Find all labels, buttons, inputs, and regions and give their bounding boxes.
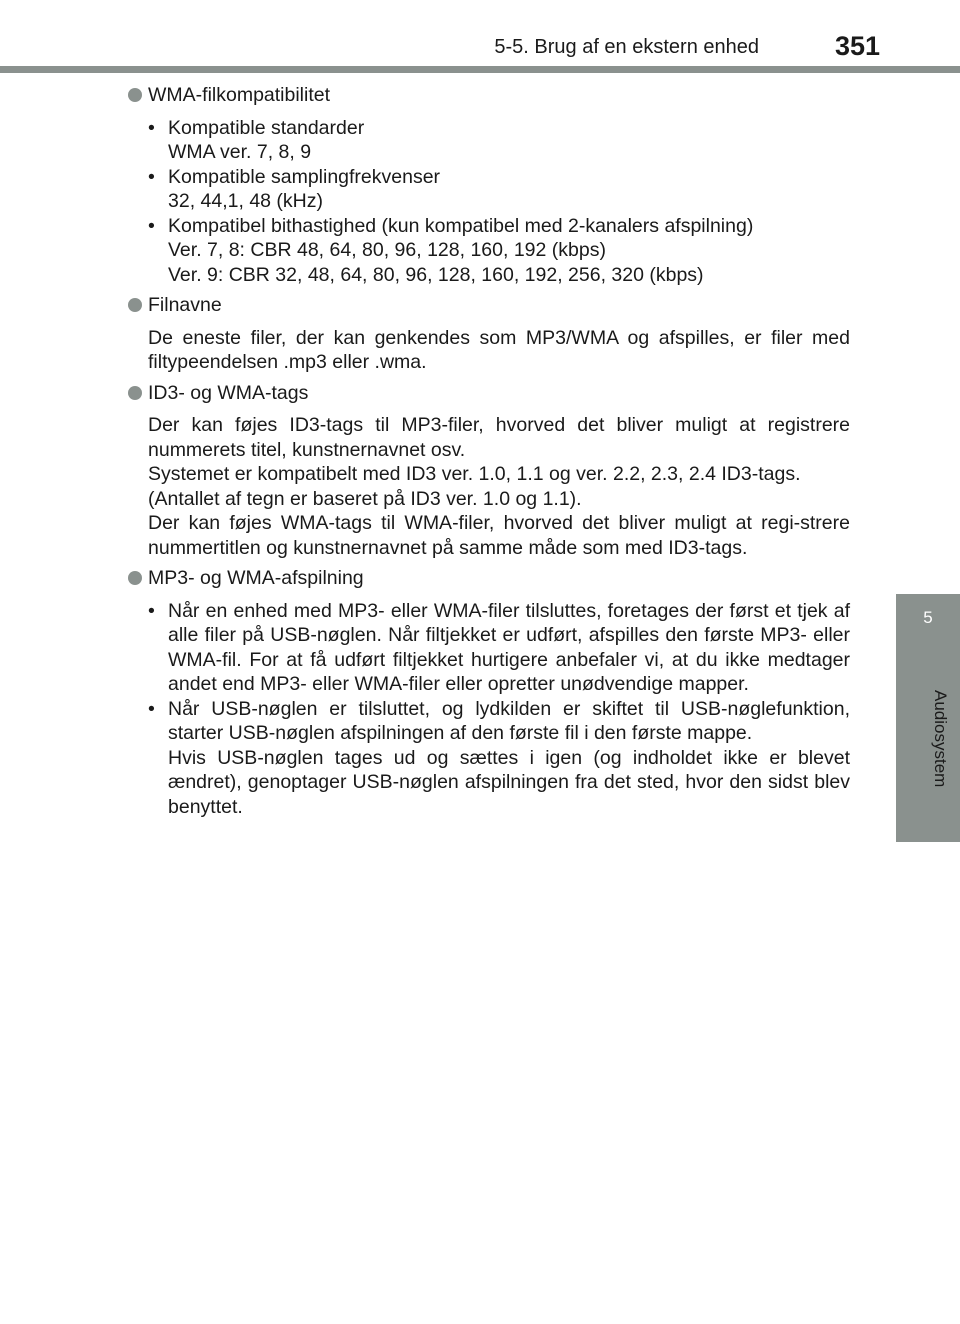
header-rule: [0, 66, 960, 73]
list-item: • Kompatible samplingfrekvenser 32, 44,1, 48 (kHz): [148, 165, 441, 212]
bullet-icon: •: [148, 599, 155, 622]
paragraph: Systemet er kompatibelt med ID3 ver. 1.0, 1.1 og ver. 2.2, 2.3, 2.4 ID3-tags.: [148, 463, 801, 485]
section-filenames: [128, 293, 850, 375]
section-heading: Filnavne: [128, 293, 850, 318]
paragraph: Der kan føjes ID3-tags til MP3-filer, hvorved det bliver muligt at registrere nummerets titel, kunstnernavnet osv.: [148, 414, 850, 461]
bullet-dot-icon: [128, 571, 142, 585]
bullet-dot-icon: [128, 88, 142, 102]
section-playback: [128, 566, 850, 819]
chapter-label: Audiosystem: [931, 690, 950, 788]
list-item: • Når en enhed med MP3- eller WMA-filer tilsluttes, foretages der først et tjek af alle filer på USB-nøglen. Når filtjekket er udført, afspilles den første MP3- eller WMA-fil. For at få udført filtjekket hurtigere anbefaler vi, at du ikke medtager andet end MP3- eller WMA-filer eller opretter unødvendige mapper.: [148, 599, 850, 695]
page-content: [128, 83, 850, 825]
paragraph: De eneste filer, der kan genkendes som MP3/WMA og afspilles, er filer med filtypeendelsen .mp3 eller .wma.: [148, 326, 850, 373]
bullet-list: [148, 116, 850, 288]
bullet-icon: •: [148, 214, 155, 237]
bullet-list: [148, 599, 850, 820]
section-tags: [128, 381, 850, 561]
bullet-icon: •: [148, 116, 155, 139]
bullet-icon: •: [148, 165, 155, 188]
section-title: 5-5. Brug af en ekstern enhed: [494, 36, 759, 58]
bullet-dot-icon: [128, 386, 142, 400]
list-item: • Når USB-nøglen er tilsluttet, og lydkilden er skiftet til USB-nøglefunktion, starter USB-nøglen afspilningen af den første fil i den første mappe. Hvis USB-nøglen tages ud og sættes i igen (og indholdet ikke er blevet ændret), genoptager USB-nøglen afspilningen fra det sted, hvor den sidst blev benyttet.: [148, 697, 850, 818]
section-heading: MP3- og WMA-afspilning: [128, 566, 850, 591]
bullet-icon: •: [148, 697, 155, 720]
bullet-dot-icon: [128, 298, 142, 312]
list-item: • Kompatibel bithastighed (kun kompatibel med 2-kanalers afspilning) Ver. 7, 8: CBR 48, 64, 80, 96, 128, 160, 192 (kbps) Ver. 9: CBR 32, 48, 64, 80, 96, 128, 160, 192, 256, 320 (kbps): [148, 214, 754, 286]
page-number: 351: [834, 31, 880, 61]
paragraph: Der kan føjes WMA-tags til WMA-filer, hvorved det bliver muligt at regi-strere nummertitlen og kunstnernavnet på samme måde som med ID3-tags.: [148, 512, 850, 559]
chapter-number: 5: [923, 608, 933, 627]
section-wma: [128, 83, 850, 287]
section-heading: ID3- og WMA-tags: [128, 381, 850, 406]
paragraph: (Antallet af tegn er baseret på ID3 ver. 1.0 og 1.1).: [148, 487, 582, 510]
list-item: • Kompatible standarder WMA ver. 7, 8, 9: [148, 116, 365, 163]
section-heading: WMA-filkompatibilitet: [128, 83, 850, 108]
